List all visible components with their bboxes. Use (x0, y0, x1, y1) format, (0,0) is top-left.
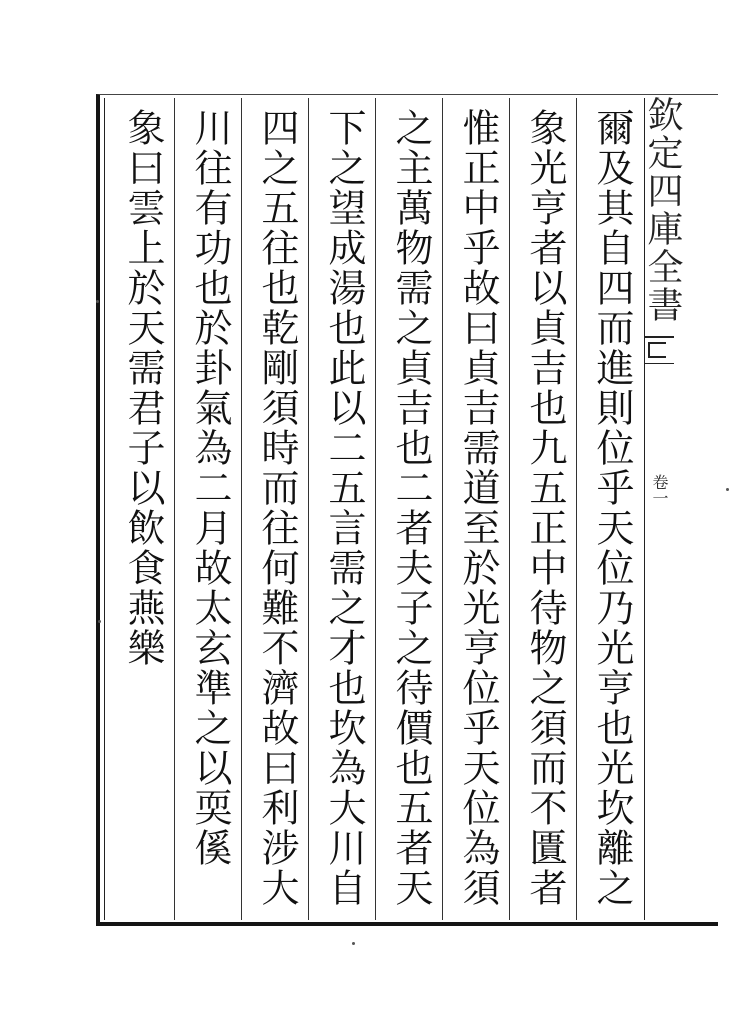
scan-speck (352, 942, 355, 945)
text-column-4: 之主萬物需之貞吉也二者夫子之待價也五者天 (389, 108, 433, 908)
fishtail-mark-icon (644, 336, 674, 364)
book-title: 欽定四庫全書 (642, 96, 683, 324)
text-column-7: 川往有功也於卦氣為二月故太玄準之以耎傒 (188, 108, 232, 868)
scan-speck (98, 620, 101, 623)
text-column-5: 下之望成湯也此以二五言需之才也坎為大川自 (322, 108, 366, 908)
volume-label: 卷一 (650, 474, 669, 506)
text-column-6: 四之五往也乾剛須時而往何難不濟故曰利涉大 (255, 108, 299, 908)
scan-speck (726, 488, 729, 491)
text-column-8: 象曰雲上於天需君子以飲食燕樂 (121, 108, 165, 668)
text-column-1: 爾及其自四而進則位乎天位乃光亨也光坎離之 (590, 108, 634, 908)
text-column-3: 惟正中乎故曰貞吉需道至於光亨位乎天位為須 (456, 108, 500, 908)
scan-speck (96, 300, 99, 303)
text-column-2: 象光亨者以貞吉也九五正中待物之須而不匱者 (523, 108, 567, 908)
